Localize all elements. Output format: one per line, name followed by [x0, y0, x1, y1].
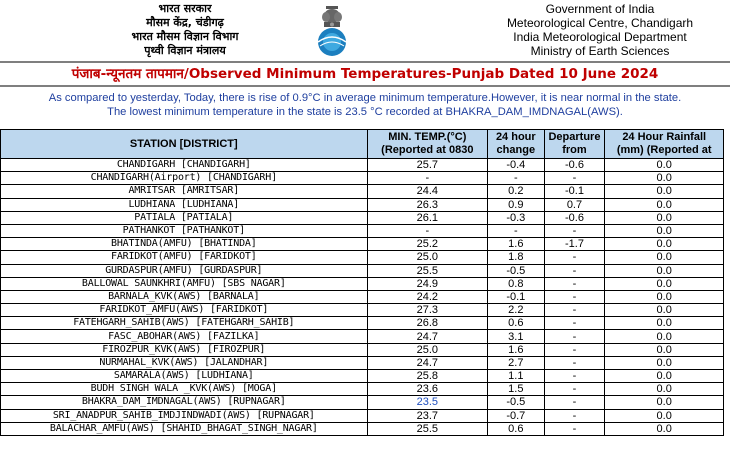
header-min-temp: MIN. TEMP.(°C) (Reported at 0830: [367, 130, 488, 159]
rainfall-cell: 0.0: [605, 356, 724, 369]
rainfall-cell: 0.0: [605, 159, 724, 172]
table-row: [1, 159, 724, 172]
min-temp-cell: 25.2: [367, 238, 488, 251]
change-cell: 1.1: [488, 370, 544, 383]
station-cell: BALACHAR_AMFU(AWS) [SHAHID_BHAGAT_SINGH_NAGAR]: [1, 422, 368, 435]
change-cell: 1.6: [488, 343, 544, 356]
rainfall-cell: 0.0: [605, 172, 724, 185]
min-temp-cell: 25.8: [367, 370, 488, 383]
table-row: [1, 409, 724, 422]
min-temp-cell: 23.7: [367, 409, 488, 422]
header-departure: Departure from: [544, 130, 605, 159]
table-body: [1, 159, 724, 436]
departure-cell: -: [544, 304, 605, 317]
imd-emblem-icon: [304, 2, 360, 58]
table-row: [1, 304, 724, 317]
temperature-table: [0, 129, 724, 436]
hindi-line-3: भारत मौसम विज्ञान विभाग: [131, 30, 239, 43]
change-cell: 2.7: [488, 356, 544, 369]
station-cell: CHANDIGARH [CHANDIGARH]: [1, 159, 368, 172]
table-row: [1, 224, 724, 237]
min-temp-cell: 25.5: [367, 264, 488, 277]
min-temp-cell: 24.2: [367, 290, 488, 303]
table-row: [1, 370, 724, 383]
departure-cell: -: [544, 383, 605, 396]
min-temp-cell: 25.0: [367, 251, 488, 264]
station-cell: PATHANKOT [PATHANKOT]: [1, 224, 368, 237]
station-cell: BALLOWAL SAUNKHRI(AMFU) [SBS NAGAR]: [1, 277, 368, 290]
departure-cell: -: [544, 264, 605, 277]
change-cell: 2.2: [488, 304, 544, 317]
hindi-line-2: मौसम केंद्र, चंडीगढ़: [146, 16, 224, 29]
english-line-4: Ministry of Earth Sciences: [530, 44, 670, 58]
header-rainfall: 24 Hour Rainfall (mm) (Reported at: [605, 130, 724, 159]
station-cell: SRI_ANADPUR_SAHIB_IMDJINDWADI(AWS) [RUPNAGAR]: [1, 409, 368, 422]
rainfall-cell: 0.0: [605, 409, 724, 422]
min-temp-cell: 25.5: [367, 422, 488, 435]
min-temp-cell: 24.9: [367, 277, 488, 290]
report-title-bar: [0, 61, 730, 87]
station-cell: FARIDKOT(AMFU) [FARIDKOT]: [1, 251, 368, 264]
table-row: [1, 422, 724, 435]
rainfall-cell: 0.0: [605, 211, 724, 224]
change-cell: -0.4: [488, 159, 544, 172]
table-row: [1, 317, 724, 330]
english-line-2: Meteorological Centre, Chandigarh: [506, 16, 694, 30]
header-24h-change: 24 hour change: [488, 130, 544, 159]
table-row: [1, 185, 724, 198]
station-cell: CHANDIGARH(Airport) [CHANDIGARH]: [1, 172, 368, 185]
departure-cell: -: [544, 251, 605, 264]
header-station: STATION [DISTRICT]: [1, 130, 368, 159]
change-cell: -: [488, 224, 544, 237]
min-temp-cell: -: [367, 224, 488, 237]
min-temp-cell: -: [367, 172, 488, 185]
departure-cell: -0.6: [544, 211, 605, 224]
rainfall-cell: 0.0: [605, 238, 724, 251]
rainfall-cell: 0.0: [605, 343, 724, 356]
departure-cell: -: [544, 290, 605, 303]
station-cell: FIROZPUR_KVK(AWS) [FIROZPUR]: [1, 343, 368, 356]
report-title: पंजाब-न्यूनतम तापमान/Observed Minimum Temperatures-Punjab Dated 10 June 2024: [71, 66, 659, 82]
min-temp-cell: 23.5: [367, 396, 488, 409]
station-cell: LUDHIANA [LUDHIANA]: [1, 198, 368, 211]
departure-cell: -: [544, 356, 605, 369]
rainfall-cell: 0.0: [605, 224, 724, 237]
departure-cell: -: [544, 172, 605, 185]
rainfall-cell: 0.0: [605, 330, 724, 343]
table-row: [1, 264, 724, 277]
station-cell: NURMAHAL_KVK(AWS) [JALANDHAR]: [1, 356, 368, 369]
hindi-ministry-block: [70, 2, 300, 58]
min-temp-cell: 25.7: [367, 159, 488, 172]
change-cell: 1.6: [488, 238, 544, 251]
rainfall-cell: 0.0: [605, 264, 724, 277]
change-cell: 0.6: [488, 422, 544, 435]
change-cell: -0.5: [488, 396, 544, 409]
change-cell: 0.2: [488, 185, 544, 198]
english-line-3: India Meteorological Department: [513, 30, 687, 44]
table-row: [1, 383, 724, 396]
table-row: [1, 251, 724, 264]
station-cell: PATIALA [PATIALA]: [1, 211, 368, 224]
change-cell: 0.6: [488, 317, 544, 330]
station-cell: AMRITSAR [AMRITSAR]: [1, 185, 368, 198]
rainfall-cell: 0.0: [605, 251, 724, 264]
change-cell: -: [488, 172, 544, 185]
table-row: [1, 290, 724, 303]
station-cell: FARIDKOT_AMFU(AWS) [FARIDKOT]: [1, 304, 368, 317]
min-temp-cell: 26.1: [367, 211, 488, 224]
departure-cell: -1.7: [544, 238, 605, 251]
station-cell: SAMARALA(AWS) [LUDHIANA]: [1, 370, 368, 383]
rainfall-cell: 0.0: [605, 317, 724, 330]
departure-cell: -: [544, 422, 605, 435]
rainfall-cell: 0.0: [605, 198, 724, 211]
change-cell: 3.1: [488, 330, 544, 343]
min-temp-cell: 27.3: [367, 304, 488, 317]
station-cell: BHAKRA_DAM_IMDNAGAL(AWS) [RUPNAGAR]: [1, 396, 368, 409]
rainfall-cell: 0.0: [605, 370, 724, 383]
page-header: [0, 0, 730, 60]
table-row: [1, 356, 724, 369]
table-row: [1, 198, 724, 211]
departure-cell: -: [544, 343, 605, 356]
departure-cell: -: [544, 317, 605, 330]
rainfall-cell: 0.0: [605, 396, 724, 409]
english-line-1: Government of India: [545, 2, 655, 16]
station-cell: BUDH SINGH WALA _KVK(AWS) [MOGA]: [1, 383, 368, 396]
departure-cell: -0.1: [544, 185, 605, 198]
departure-cell: -: [544, 370, 605, 383]
min-temp-cell: 26.8: [367, 317, 488, 330]
station-cell: FASC_ABOHAR(AWS) [FAZILKA]: [1, 330, 368, 343]
min-temp-cell: 23.6: [367, 383, 488, 396]
station-cell: BHATINDA(AMFU) [BHATINDA]: [1, 238, 368, 251]
rainfall-cell: 0.0: [605, 290, 724, 303]
min-temp-cell: 24.7: [367, 330, 488, 343]
summary-line-2: The lowest minimum temperature in the state is 23.5 °C recorded at BHAKRA_DAM_IMDNAGAL(AWS).: [107, 106, 623, 118]
change-cell: 1.5: [488, 383, 544, 396]
table-row: [1, 330, 724, 343]
hindi-line-4: पृथ्वी विज्ञान मंत्रालय: [144, 44, 226, 57]
change-cell: -0.7: [488, 409, 544, 422]
summary-text: [0, 91, 730, 119]
min-temp-cell: 24.4: [367, 185, 488, 198]
table-row: [1, 238, 724, 251]
table-row: [1, 211, 724, 224]
departure-cell: -: [544, 396, 605, 409]
change-cell: -0.5: [488, 264, 544, 277]
departure-cell: -: [544, 330, 605, 343]
summary-line-1: As compared to yesterday, Today, there is rise of 0.9°C in average minimum temperature.However, it is near normal in the state.: [48, 92, 682, 104]
station-cell: BARNALA_KVK(AWS) [BARNALA]: [1, 290, 368, 303]
change-cell: 1.8: [488, 251, 544, 264]
table-row: [1, 277, 724, 290]
departure-cell: 0.7: [544, 198, 605, 211]
departure-cell: -: [544, 224, 605, 237]
rainfall-cell: 0.0: [605, 304, 724, 317]
rainfall-cell: 0.0: [605, 422, 724, 435]
table-row: [1, 343, 724, 356]
change-cell: -0.3: [488, 211, 544, 224]
rainfall-cell: 0.0: [605, 277, 724, 290]
rainfall-cell: 0.0: [605, 185, 724, 198]
rainfall-cell: 0.0: [605, 383, 724, 396]
min-temp-cell: 24.7: [367, 356, 488, 369]
english-ministry-block: [480, 2, 720, 58]
table-row: [1, 172, 724, 185]
min-temp-cell: 25.0: [367, 343, 488, 356]
station-cell: GURDASPUR(AMFU) [GURDASPUR]: [1, 264, 368, 277]
departure-cell: -: [544, 277, 605, 290]
change-cell: 0.9: [488, 198, 544, 211]
station-cell: FATEHGARH_SAHIB(AWS) [FATEHGARH_SAHIB]: [1, 317, 368, 330]
departure-cell: -0.6: [544, 159, 605, 172]
table-header-row: [1, 130, 724, 159]
departure-cell: -: [544, 409, 605, 422]
min-temp-cell: 26.3: [367, 198, 488, 211]
change-cell: 0.8: [488, 277, 544, 290]
change-cell: -0.1: [488, 290, 544, 303]
table-row: [1, 396, 724, 409]
hindi-line-1: भारत सरकार: [158, 2, 212, 15]
